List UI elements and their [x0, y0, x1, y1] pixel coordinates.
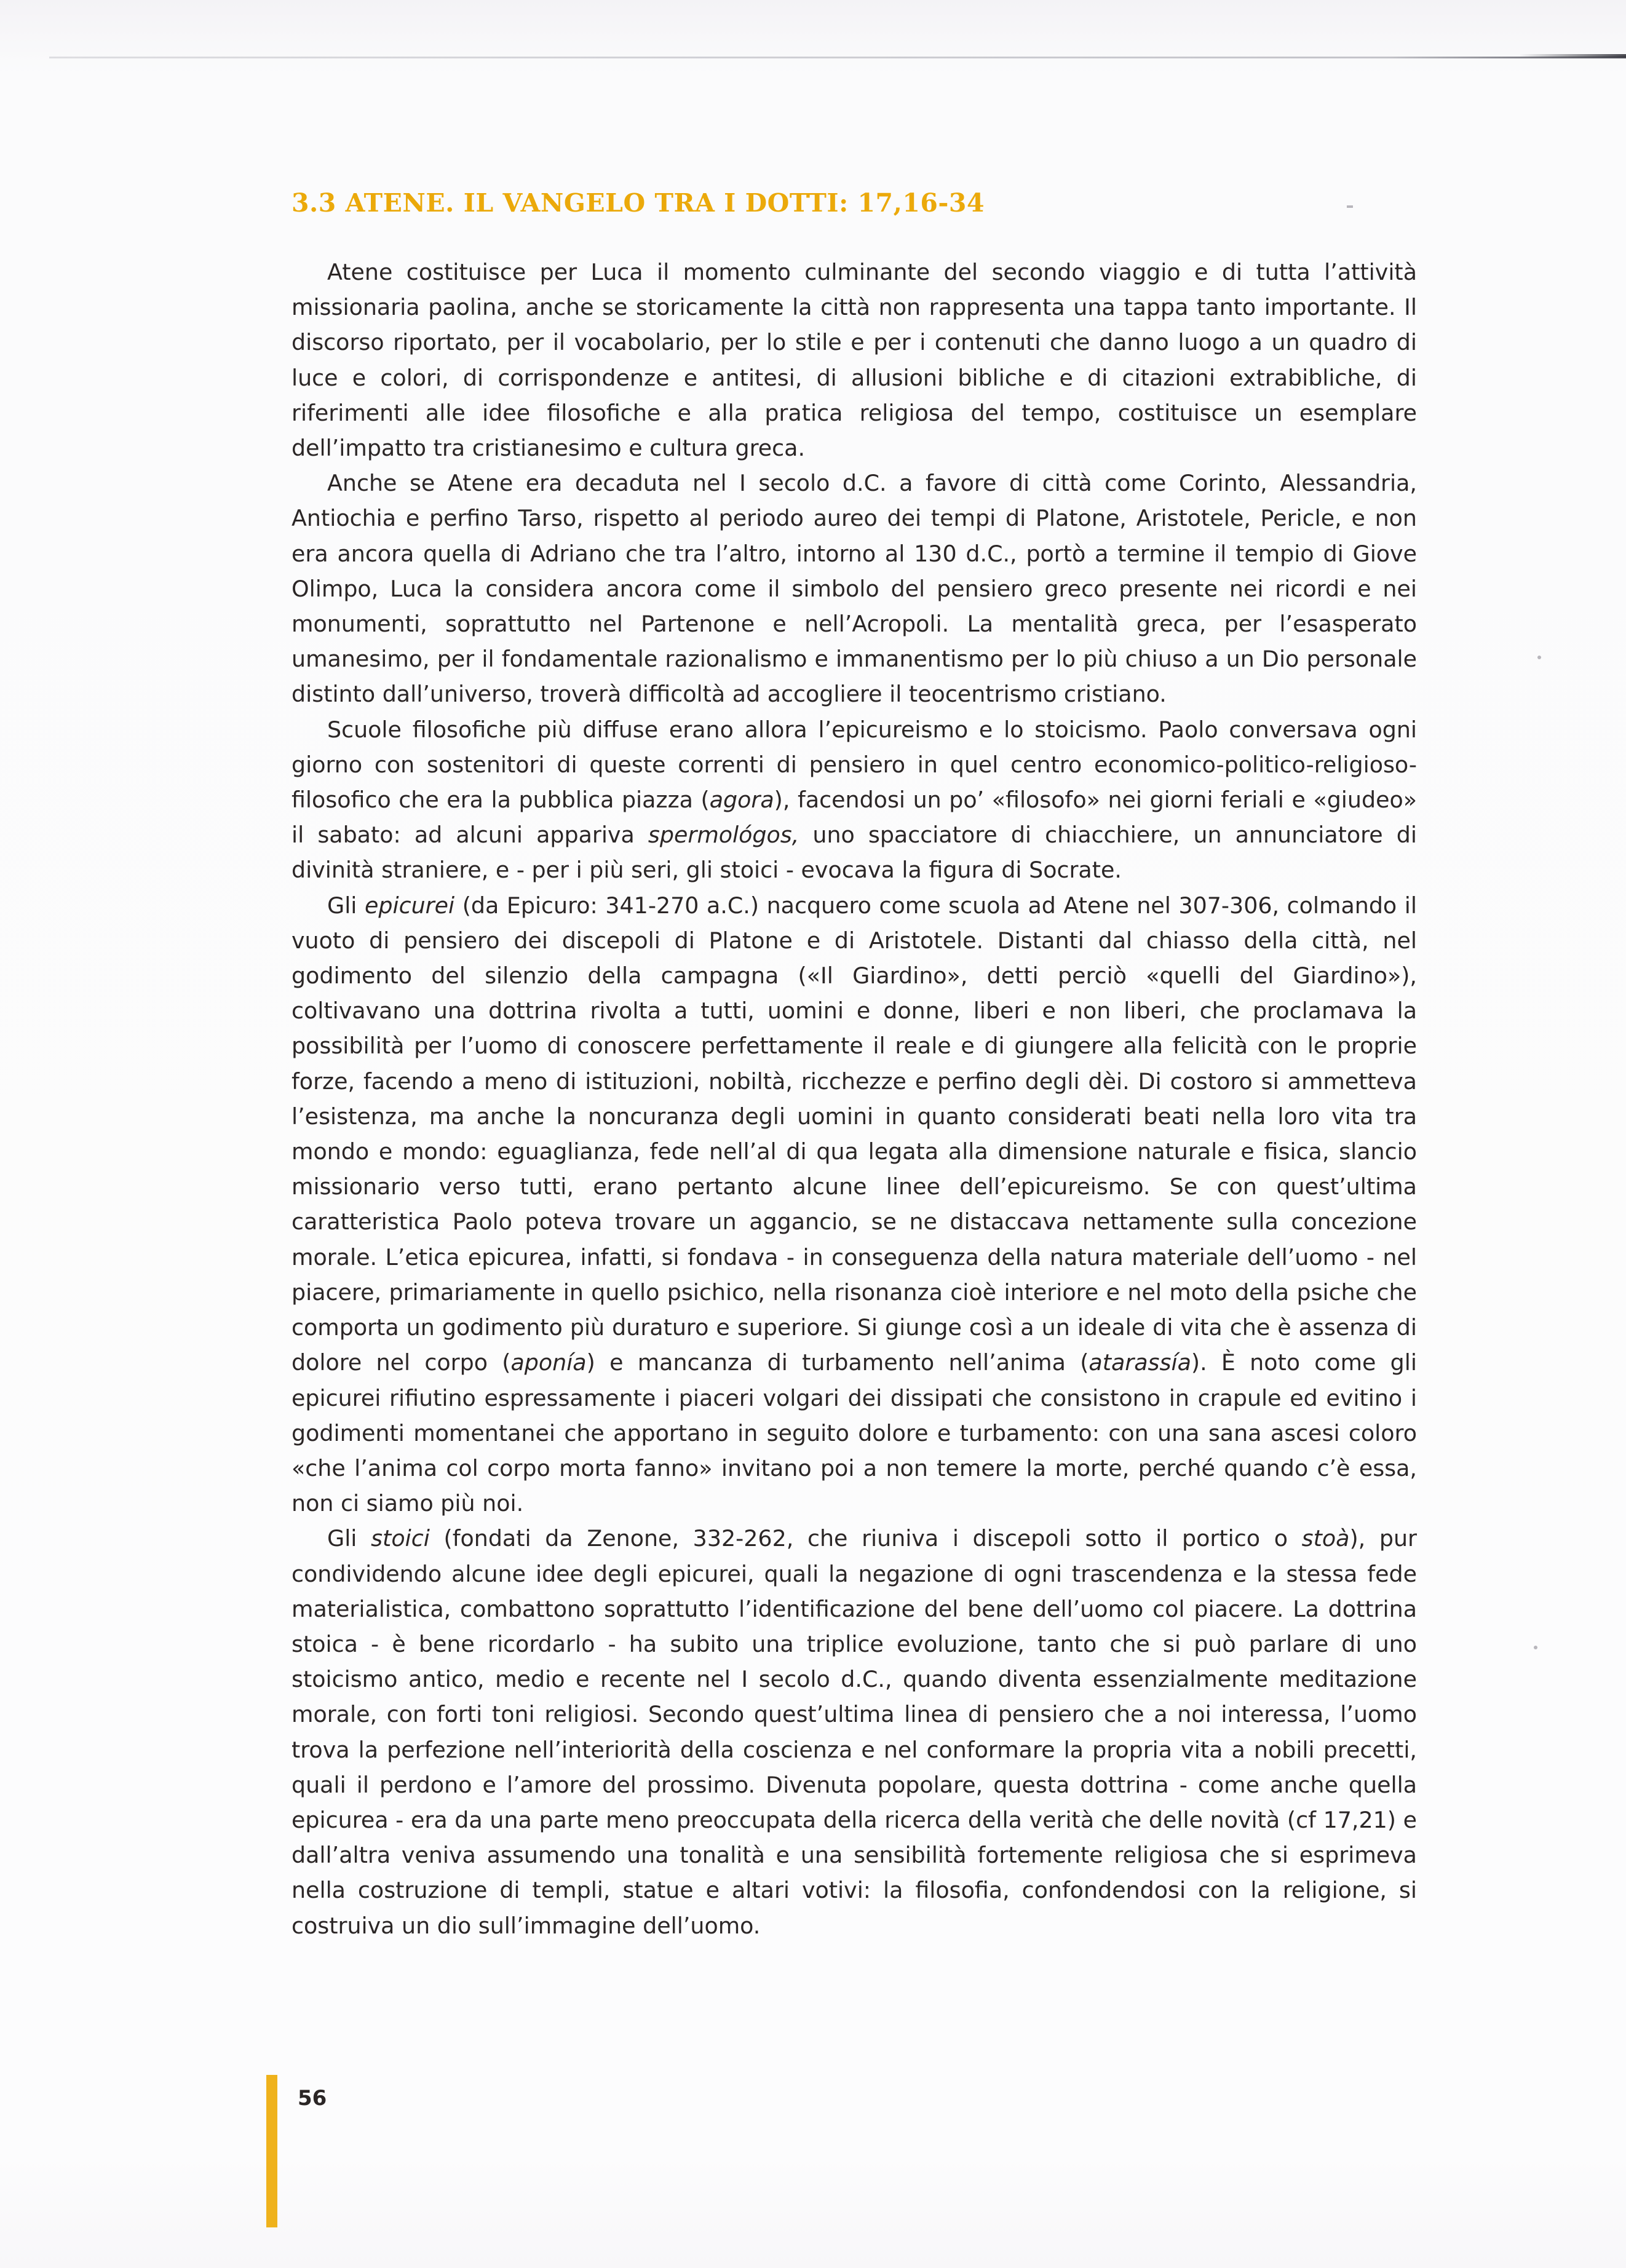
text-run: ), facendosi un po’ «filosofo» nei giorni feriali e «giudeo» il sabato: ad alcuni appariva	[291, 787, 1417, 849]
term-aponia: aponía	[510, 1349, 587, 1376]
term-stoa: stoà	[1301, 1525, 1350, 1552]
text-run: ) e mancanza di turbamento nell’anima (	[586, 1349, 1089, 1376]
paragraph-athens-intro: Atene costituisce per Luca il momento culminante del secondo viaggio e di tutta l’attività missionaria paolina, anche se storicamente la città non rappresenta una tappa tanto importante. Il discorso riportato, per il vocabolario, per lo stile e per i contenuti che danno luogo a un quadro di luce e colori, di corrispondenze e antitesi, di allusioni bibliche e di citazioni extrabibliche, di riferimenti alle idee filosofiche e alla pratica religiosa del tempo, costituisce un esemplare dell’impatto tra cristianesimo e cultura greca.	[291, 259, 1417, 462]
paragraph-athens-decline: Anche se Atene era decaduta nel I secolo d.C. a favore di città come Corinto, Alessandria, Antiochia e perfino Tarso, rispetto al periodo aureo dei tempi di Platone, Aristotele, Pericle, e non era ancora quella di Adriano che tra l’altro, intorno al 130 d.C., portò a termine il tempio di Giove Olimpo, Luca la considera ancora come il simbolo del pensiero greco presente nei ricordi e nei monumenti, soprattutto nel Partenone e nell’Acropoli. La mentalità greca, per l’esasperato umanesimo, per il fondamentale razionalismo e immanentismo per lo più chiuso a un Dio personale distinto dall’universo, troverà difficoltà ad accogliere il teocentrismo cristiano.	[291, 470, 1417, 708]
text-run: uno spacciatore di chiacchiere, un annunciatore di divinità straniere, e - per i più seri, gli stoici - evocava la figura di Socrate.	[291, 822, 1417, 884]
term-atarassia: atarassía	[1089, 1349, 1191, 1376]
text-run: (fondati da Zenone, 332-262, che riuniva i discepoli sotto il portico o	[429, 1525, 1302, 1552]
top-rule-edge	[1519, 54, 1626, 57]
term-spermologos: spermológos,	[648, 822, 799, 849]
top-rule	[49, 57, 1626, 58]
term-stoici: stoici	[371, 1525, 430, 1552]
text-run: (da Epicuro: 341-270 a.C.) nacquero come scuola ad Atene nel 307-306, colmando il vuoto di pensiero dei discepoli di Platone e di Aristotele. Distanti dal chiasso della città, nel godimento del silenzio della campagna («Il Giardino», detti perciò «quelli del Giardino»), coltivavano una dottrina rivolta a tutti, uomini e donne, liberi e non liberi, che proclamava la possibilità per l’uomo di conoscere perfettamente il reale e di giungere alla felicità con le proprie forze, facendo a meno di istituzioni, nobiltà, ricchezze e perfino degli dèi. Di costoro si ammetteva l’esistenza, ma anche la noncuranza degli uomini in quanto considerati beati nella loro vita tra mondo e mondo: eguaglianza, fede nell’al di qua legata alla dimensione naturale e fisica, slancio missionario verso tutti, erano pertanto alcune linee dell’epicureismo. Se con quest’ultima caratteristica Paolo poteva trovare un aggancio, se ne distaccava nettamente sulla concezione morale. L’etica epicurea, infatti, si fondava - in conseguenza della natura materiale dell’uomo - nel piacere, primariamente in quello psichico, nella risonanza cioè interiore e nel moto della psiche che comporta un godimento più duraturo e superiore. Si giunge così a un ideale di vita che è assenza di dolore nel corpo (	[291, 892, 1417, 1376]
page-number: 56	[298, 2086, 327, 2111]
text-run: ). È noto come gli epicurei rifiutino espressamente i piaceri volgari dei dissipati che consistono in crapule ed evitino i godimenti momentanei che apportano in seguito dolore e turbamento: con una sana ascesi coloro «che l’anima col corpo morta fanno» invitano poi a non temere la morte, perché quando c’è essa, non ci siamo più noi.	[291, 1349, 1418, 1517]
section-heading: 3.3 ATENE. IL VANGELO TRA I DOTTI: 17,16-34	[291, 188, 985, 218]
text-run: Gli	[327, 892, 365, 919]
term-epicurei: epicurei	[364, 892, 455, 919]
margin-mark	[1537, 656, 1541, 659]
paragraph-philosophical-schools	[291, 712, 1417, 888]
body-text	[291, 255, 1417, 1943]
page-number-bar	[266, 2075, 277, 2227]
text-run: Gli	[327, 1525, 371, 1552]
term-agora: agora	[709, 787, 774, 814]
text-run: Scuole filosofiche più diffuse erano allora l’epicureismo e lo stoicismo. Paolo conversava ogni giorno con sostenitori di queste correnti di pensiero in quel centro economico-politico-religioso-filosofico che era la pubblica piazza (	[291, 716, 1417, 814]
margin-mark	[1534, 1646, 1537, 1649]
text-run: ), pur condividendo alcune idee degli epicurei, quali la negazione di ogni trascendenza e la stessa fede materialistica, combattono soprattutto l’identificazione del bene dell’uomo col piacere. La dottrina stoica - è bene ricordarlo - ha subito una triplice evoluzione, tanto che si può parlare di uno stoicismo antico, medio e recente nel I secolo d.C., quando diventa essenzialmente meditazione morale, con forti toni religiosi. Secondo quest’ultima linea di pensiero che a noi interessa, l’uomo trova la perfezione nell’interiorità della coscienza e nel conformare la propria vita a nobili precetti, quali il perdono e l’amore del prossimo. Divenuta popolare, questa dottrina - come anche quella epicurea - era da una parte meno preoccupata della ricerca della verità che delle novità (cf 17,21) e dall’altra veniva assumendo una tonalità e una sensibilità fortemente religiosa che si esprimeva nella costruzione di templi, statue e altari votivi: la filosofia, confondendosi con la religione, si costruiva un dio sull’immagine dell’uomo.	[291, 1525, 1417, 1939]
paragraph-stoics	[291, 1521, 1417, 1943]
paragraph-epicureans	[291, 888, 1417, 1521]
